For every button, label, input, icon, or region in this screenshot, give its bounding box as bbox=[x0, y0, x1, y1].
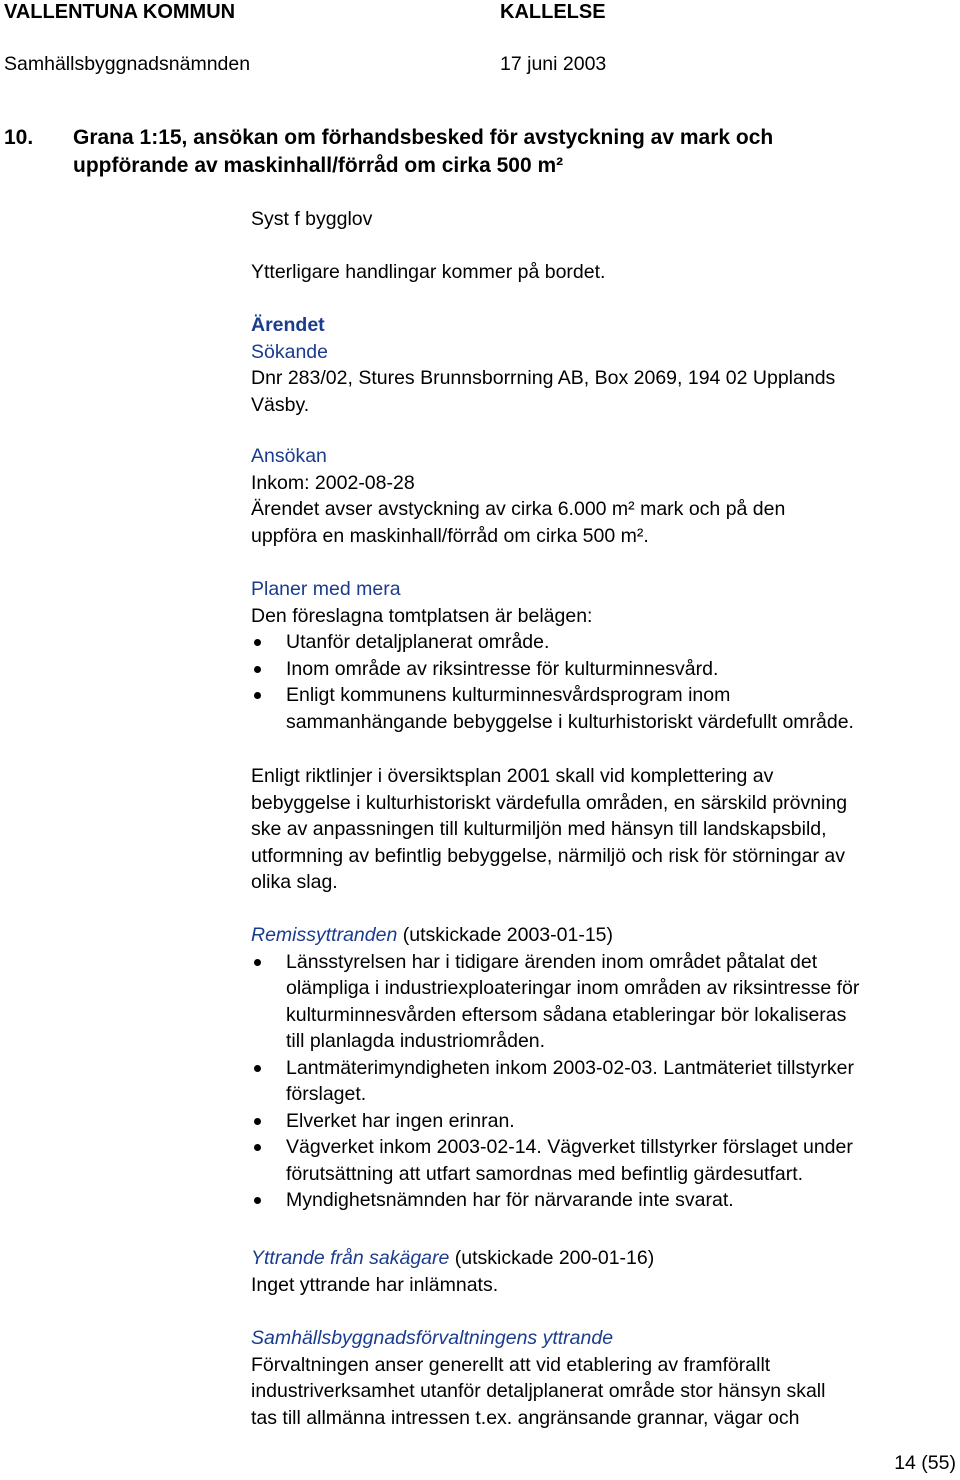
item-title-line: Grana 1:15, ansökan om förhandsbesked för avstyckning av mark och bbox=[73, 126, 774, 149]
page-number: 14 (55) bbox=[894, 1452, 956, 1474]
text-line: uppföra en maskinhall/förråd om cirka 500 m². bbox=[251, 524, 649, 547]
list-item: Utanför detaljplanerat område. bbox=[251, 629, 951, 656]
subsection-heading: Remissyttranden (utskickade 2003-01-15) bbox=[251, 924, 614, 946]
section-remissyttranden bbox=[251, 922, 951, 1214]
section-planer bbox=[251, 576, 951, 735]
header-document-type: KALLELSE bbox=[500, 1, 606, 23]
text-line: ske av anpassningen till kulturmiljön med hänsyn till landskapsbild, bbox=[251, 818, 827, 840]
list-item: Länsstyrelsen har i tidigare ärenden inom området påtalat det olämpliga i industriexploateringar inom områden av riksintresse för kulturminnesvården eftersom sådana etableringar bör lokaliseras till planlagda industriområden. bbox=[251, 949, 951, 1055]
list-item: Myndighetsnämnden har för närvarande inte svarat. bbox=[251, 1187, 951, 1214]
item-title bbox=[73, 124, 933, 180]
header-date: 17 juni 2003 bbox=[500, 53, 607, 75]
text-line: Den föreslagna tomtplatsen är belägen: bbox=[251, 604, 593, 627]
section-ansokan bbox=[251, 443, 951, 549]
list-item: Elverket har ingen erinran. bbox=[251, 1108, 951, 1135]
bullet-icon bbox=[254, 1065, 261, 1072]
text-line: Enligt riktlinjer i översiktsplan 2001 skall vid komplettering av bbox=[251, 765, 774, 787]
text-line: tas till allmänna intressen t.ex. angränsande grannar, vägar och bbox=[251, 1406, 800, 1429]
item-responsible: Syst f bygglov bbox=[251, 208, 373, 230]
text-line: Inkom: 2002-08-28 bbox=[251, 471, 415, 494]
subsection-heading: Planer med mera bbox=[251, 578, 401, 600]
text-line: Förvaltningen anser generellt att vid etablering av framförallt bbox=[251, 1353, 771, 1376]
section-sakagare bbox=[251, 1245, 951, 1298]
planer-paragraph bbox=[251, 763, 951, 896]
subsection-heading: Ansökan bbox=[251, 445, 327, 467]
list-item: Vägverket inkom 2003-02-14. Vägverket tillstyrker förslaget under förutsättning att utfart samordnas med befintlig gärdesutfart. bbox=[251, 1134, 951, 1187]
list-item: Inom område av riksintresse för kulturminnesvård. bbox=[251, 656, 951, 683]
bullet-icon bbox=[254, 1197, 261, 1204]
section-heading: Ärendet bbox=[251, 314, 325, 336]
bullet-icon bbox=[254, 1118, 261, 1125]
bullet-icon bbox=[254, 959, 261, 966]
bullet-icon bbox=[254, 692, 261, 699]
header-organization: VALLENTUNA KOMMUN bbox=[4, 1, 236, 23]
section-arendet bbox=[251, 312, 951, 418]
subsection-heading: Samhällsbyggnadsförvaltningens yttrande bbox=[251, 1327, 614, 1349]
text-line: Inget yttrande har inlämnats. bbox=[251, 1273, 499, 1296]
text-line: Ärendet avser avstyckning av cirka 6.000 m² mark och på den bbox=[251, 498, 786, 520]
bullet-icon bbox=[254, 666, 261, 673]
item-title-line: uppförande av maskinhall/förråd om cirka 500 m² bbox=[73, 154, 564, 177]
header-committee: Samhällsbyggnadsnämnden bbox=[4, 53, 251, 75]
text-line: industriverksamhet utanför detaljplanerat område stor hänsyn skall bbox=[251, 1380, 826, 1402]
bullet-icon bbox=[254, 639, 261, 646]
list-item: Enligt kommunens kulturminnesvårdsprogram inom sammanhängande bebyggelse i kulturhistoriskt värdefullt område. bbox=[251, 682, 951, 735]
text-line: bebyggelse i kulturhistoriskt värdefulla områden, en särskild prövning bbox=[251, 791, 848, 814]
text-line: utformning av befintlig bebyggelse, närmiljö och risk för störningar av bbox=[251, 844, 845, 867]
list-item: Lantmäterimyndigheten inkom 2003-02-03. Lantmäteriet tillstyrker förslaget. bbox=[251, 1055, 951, 1108]
item-note: Ytterligare handlingar kommer på bordet. bbox=[251, 261, 606, 283]
section-forvaltning bbox=[251, 1325, 951, 1431]
item-number: 10. bbox=[4, 126, 34, 149]
bullet-list bbox=[251, 629, 951, 735]
text-line: Väsby. bbox=[251, 393, 310, 416]
text-line: Dnr 283/02, Stures Brunnsborrning AB, Box 2069, 194 02 Upplands bbox=[251, 367, 836, 389]
text-line: olika slag. bbox=[251, 871, 338, 893]
bullet-list bbox=[251, 949, 951, 1214]
subsection-heading: Yttrande från sakägare (utskickade 200-01-16) bbox=[251, 1247, 655, 1269]
bullet-icon bbox=[254, 1144, 261, 1151]
subsection-heading: Sökande bbox=[251, 340, 328, 363]
